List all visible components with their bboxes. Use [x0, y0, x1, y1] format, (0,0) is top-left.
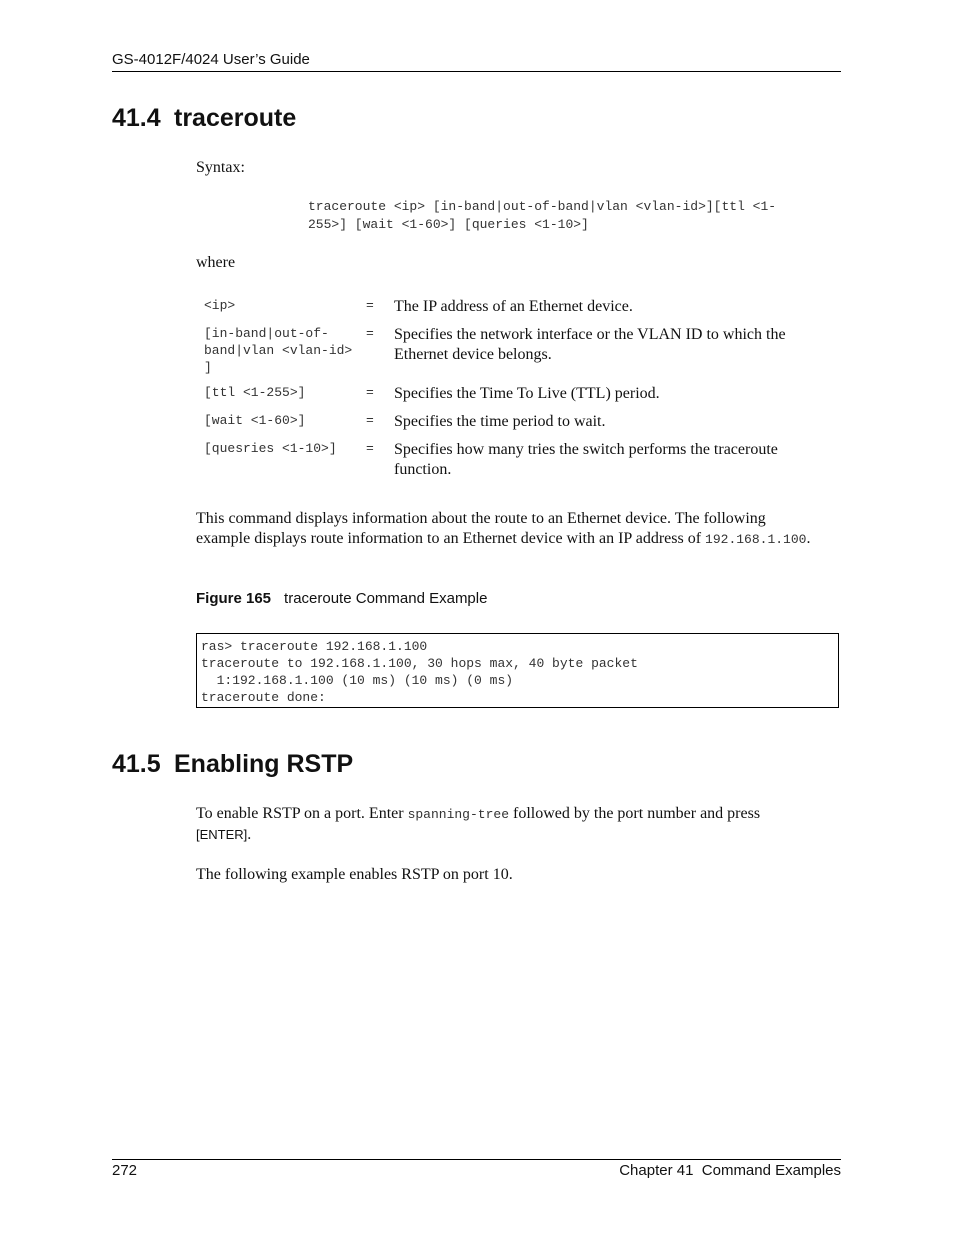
chapter-title: Chapter 41 Command Examples	[619, 1162, 841, 1179]
equals-sign: =	[366, 441, 374, 456]
parameter-description: The IP address of an Ethernet device.	[394, 298, 633, 315]
syntax-label: Syntax:	[196, 159, 245, 176]
traceroute-description	[196, 509, 816, 550]
paragraph-end: .	[247, 826, 252, 843]
parameter-description: Specifies the network interface or the VLAN ID to which the Ethernet device belongs.	[394, 326, 786, 363]
code-line: ras> traceroute 192.168.1.100	[201, 639, 428, 654]
figure-title: traceroute Command Example	[284, 590, 488, 607]
section-number: 41.5	[112, 750, 161, 778]
parameter-name: <ip>	[204, 298, 236, 313]
equals-sign: =	[366, 413, 374, 428]
command-code: spanning-tree	[407, 807, 509, 822]
paragraph-end: .	[806, 530, 811, 547]
section-heading-41-5	[112, 750, 353, 779]
footer-rule	[112, 1159, 841, 1160]
figure-caption	[196, 590, 487, 607]
parameter-description: Specifies the time period to wait.	[394, 413, 606, 430]
parameter-row	[196, 293, 816, 321]
section-title: Enabling RSTP	[174, 750, 354, 778]
equals-sign: =	[366, 298, 374, 313]
parameter-description: Specifies the Time To Live (TTL) period.	[394, 385, 660, 402]
page-number: 272	[112, 1162, 138, 1179]
parameter-name: [wait <1-60>]	[204, 413, 306, 428]
code-line: traceroute to 192.168.1.100, 30 hops max, 40 byte packet	[201, 656, 638, 671]
parameter-name: [in-band|out-of-band|vlan <vlan-id> ]	[204, 326, 353, 375]
section-title: traceroute	[174, 104, 297, 132]
parameter-table	[196, 293, 816, 484]
syntax-line: traceroute <ip> [in-band|out-of-band|vlan <vlan-id>][ttl <1-	[308, 199, 777, 214]
code-line: traceroute done:	[201, 690, 326, 705]
rstp-example-intro: The following example enables RSTP on port 10.	[196, 866, 513, 883]
section-number: 41.4	[112, 104, 161, 132]
syntax-block	[308, 198, 828, 234]
syntax-line: 255>] [wait <1-60>] [queries <1-10>]	[308, 217, 589, 232]
figure-label: Figure 165	[196, 590, 272, 607]
parameter-description: Specifies how many tries the switch performs the traceroute function.	[394, 441, 778, 478]
where-label: where	[196, 254, 236, 271]
paragraph-text: followed by the port number and press	[509, 805, 761, 822]
ip-address-code: 192.168.1.100	[705, 532, 807, 547]
enter-key-label: [ENTER]	[196, 827, 248, 842]
paragraph-text: To enable RSTP on a port. Enter	[196, 805, 408, 822]
code-line: 1:192.168.1.100 (10 ms) (10 ms) (0 ms)	[201, 673, 514, 688]
rstp-instructions	[196, 804, 836, 845]
parameter-row	[196, 380, 816, 408]
code-example-box	[196, 633, 839, 708]
section-heading-41-4	[112, 104, 296, 133]
equals-sign: =	[366, 326, 374, 341]
header-rule	[112, 71, 841, 72]
paragraph-text: This command displays information about the route to an Ethernet device. The following example displays route information to an Ethernet device with an IP address of	[196, 510, 766, 547]
parameter-name: [ttl <1-255>]	[204, 385, 306, 400]
parameter-name: [quesries <1-10>]	[204, 441, 337, 456]
running-header: GS-4012F/4024 User’s Guide	[112, 51, 310, 68]
parameter-row	[196, 408, 816, 436]
parameter-row	[196, 321, 816, 380]
parameter-row	[196, 436, 816, 484]
equals-sign: =	[366, 385, 374, 400]
